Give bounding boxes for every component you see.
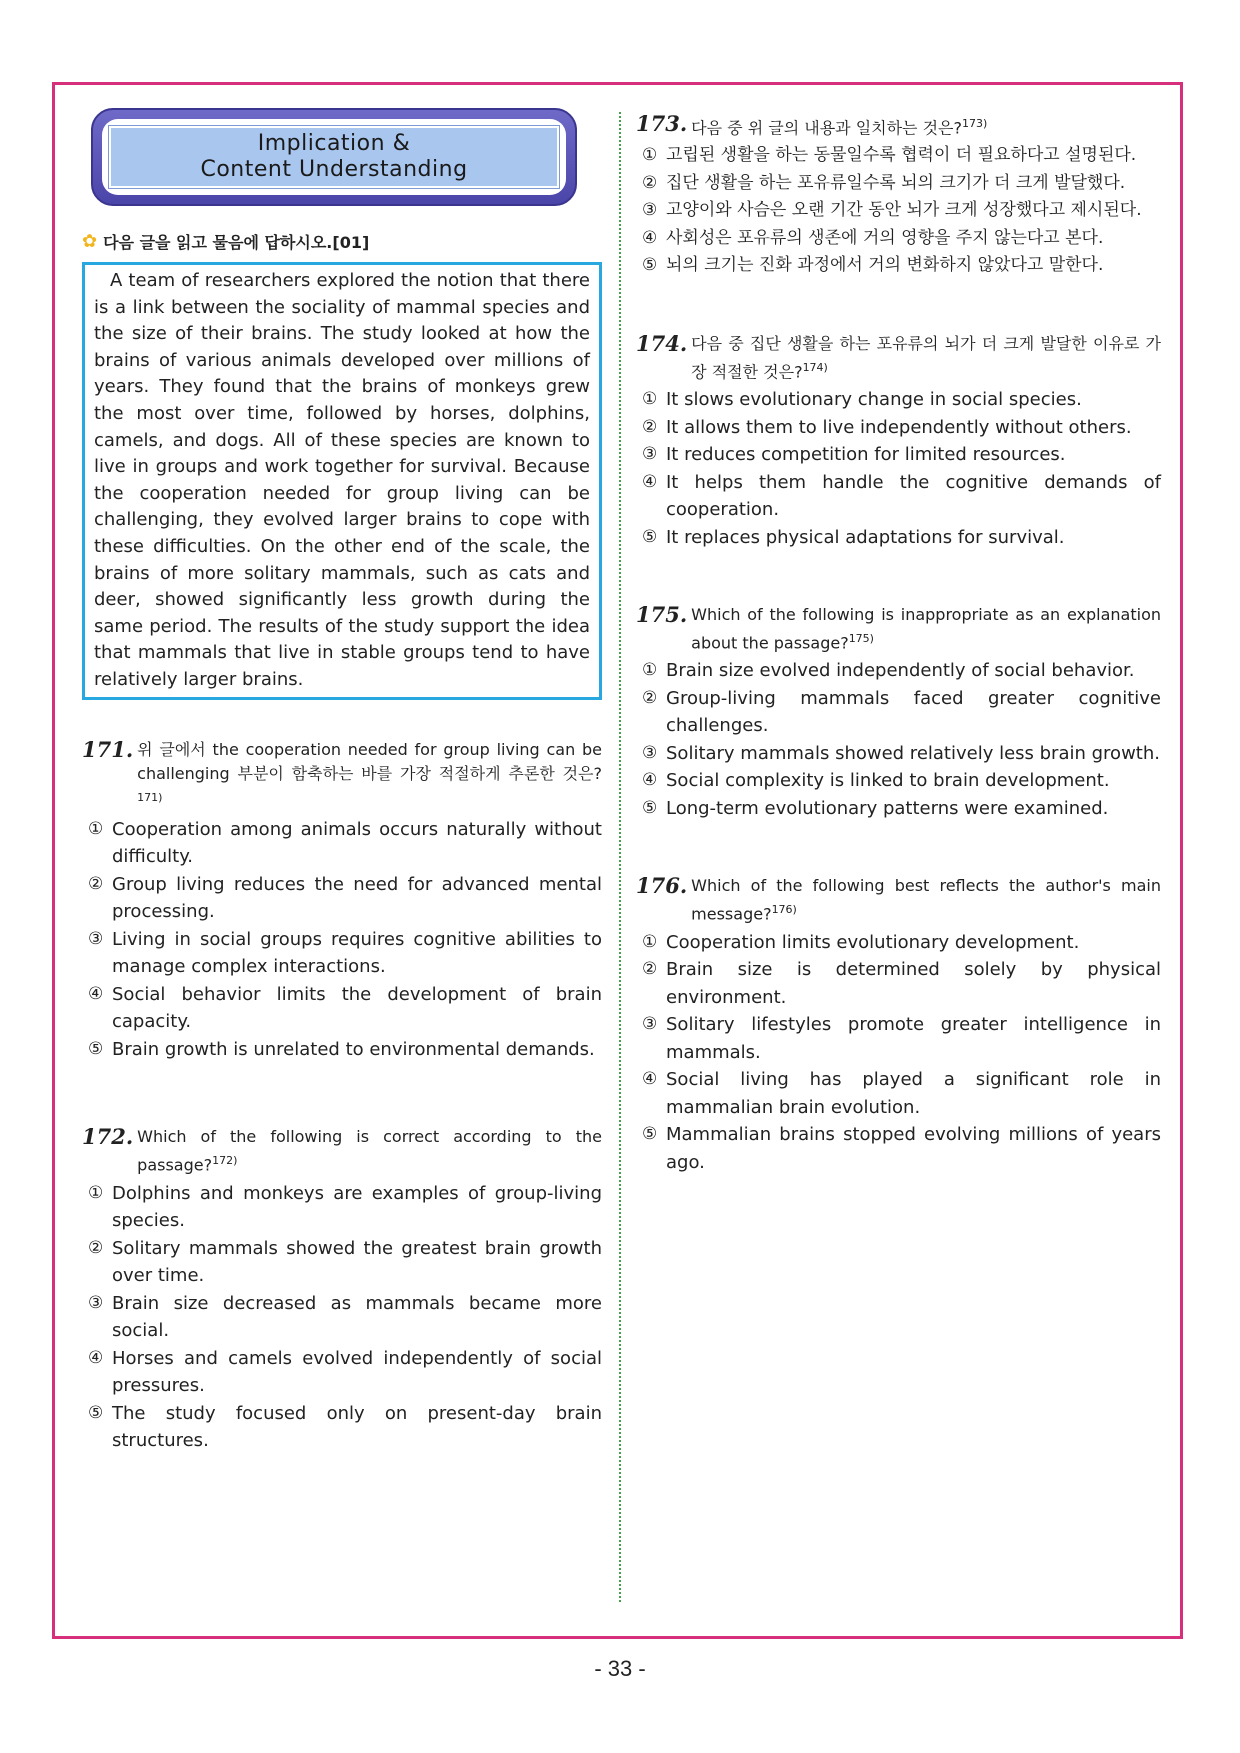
footnote-marker: 171) (137, 790, 163, 804)
question-prompt: 다음 중 집단 생활을 하는 포유류의 뇌가 더 크게 발달한 이유로 가장 적절한 것은? (691, 333, 1161, 382)
question-number: 171. (82, 736, 134, 762)
instruction-text: 다음 글을 읽고 물음에 답하시오.[01] (103, 232, 370, 252)
option: ① Brain size evolved independently of social behavior. (642, 660, 1135, 682)
option: ④ Social behavior limits the development of brain capacity. (88, 983, 602, 1033)
option: ⑤ Long-term evolutionary patterns were examined. (642, 797, 1109, 819)
question-number: 176. (636, 873, 688, 899)
option: ⑤ The study focused only on present-day brain structures. (88, 1402, 602, 1452)
option: ① Cooperation limits evolutionary development. (642, 931, 1080, 953)
question-number: 175. (636, 602, 688, 628)
section-title-badge (91, 108, 577, 206)
option: ③ It reduces competition for limited resources. (642, 444, 1066, 466)
question-172 (82, 1125, 602, 1454)
option: ④ It helps them handle the cognitive demands of cooperation. (642, 471, 1161, 521)
left-column (82, 108, 602, 1455)
footnote-marker: 173) (962, 117, 988, 130)
option: ③ Solitary lifestyles promote greater intelligence in mammals. (642, 1014, 1161, 1063)
option: ③ 고양이와 사슴은 오랜 기간 동안 뇌가 크게 성장했다고 제시된다. (642, 200, 1142, 221)
option: ④ Horses and camels evolved independently of social pressures. (88, 1347, 602, 1397)
option: ① It slows evolutionary change in social species. (642, 389, 1082, 411)
option: ② Brain size is determined solely by physical environment. (642, 959, 1161, 1008)
question-prompt: Which of the following is correct according to the passage? (137, 1127, 602, 1175)
option: ④ 사회성은 포유류의 생존에 거의 영향을 주지 않는다고 본다. (642, 227, 1104, 248)
question-176 (636, 874, 1161, 1176)
question-174 (636, 332, 1161, 551)
section-title-line1: Implication & (257, 131, 411, 156)
footnote-marker: 175) (848, 632, 874, 646)
question-prompt: Which of the following is inappropriate as an explanation about the passage? (691, 605, 1161, 653)
option: ① Dolphins and monkeys are examples of group-living species. (88, 1182, 602, 1232)
footnote-marker: 172) (212, 1154, 238, 1168)
option: ④ Social living has played a significant role in mammalian brain evolution. (642, 1069, 1161, 1118)
option: ① Cooperation among animals occurs naturally without difficulty. (88, 818, 602, 868)
option: ⑤ 뇌의 크기는 진화 과정에서 거의 변화하지 않았다고 말한다. (642, 255, 1104, 276)
footnote-marker: 176) (771, 903, 797, 917)
question-173 (636, 112, 1161, 280)
passage-text: A team of researchers explored the notion that there is a link between the sociality of mammal species and the size of their brains. The study looked at how the brains of various animals developed over millions of years. They found that the brains of monkeys grew the most over time, followed by horses, dolphins, camels, and dogs. All of these species are known to live in groups and work together for survival. Because the cooperation needed for group living can be challenging, they evolved larger brains to cope with these difficulties. On the other end of the scale, the brains of more solitary mammals, such as cats and deer, showed significantly less growth during the same period. The results of the study support the idea that mammals that live in stable groups tend to have relatively larger brains. (94, 270, 590, 690)
question-171 (82, 738, 602, 1064)
option: ⑤ Mammalian brains stopped evolving millions of years ago. (642, 1124, 1161, 1173)
option: ② Group-living mammals faced greater cognitive challenges. (642, 687, 1161, 737)
reading-passage (82, 262, 602, 700)
question-175 (636, 603, 1161, 822)
question-number: 174. (636, 330, 688, 356)
option: ④ Social complexity is linked to brain development. (642, 770, 1110, 792)
right-column (636, 112, 1161, 1176)
question-prompt: Which of the following best reflects the author's main message? (691, 876, 1161, 924)
option: ③ Brain size decreased as mammals became more social. (88, 1292, 602, 1342)
question-prompt: 위 글에서 the cooperation needed for group living can be challenging 부분이 함축하는 바를 가장 적절하게 추론한 것은? (137, 739, 602, 783)
option: ⑤ Brain growth is unrelated to environmental demands. (88, 1038, 595, 1060)
option: ⑤ It replaces physical adaptations for survival. (642, 526, 1065, 548)
page-number: - 33 - (594, 1656, 646, 1681)
option: ① 고립된 생활을 하는 동물일수록 협력이 더 필요하다고 설명된다. (642, 145, 1137, 166)
option: ③ Living in social groups requires cognitive abilities to manage complex interactions. (88, 928, 602, 978)
option: ② Group living reduces the need for advanced mental processing. (88, 873, 602, 923)
flower-icon: ✿ (82, 230, 98, 252)
option: ② It allows them to live independently without others. (642, 416, 1132, 438)
question-prompt: 다음 중 위 글의 내용과 일치하는 것은? (691, 118, 963, 138)
section-title-line2: Content Understanding (200, 157, 468, 182)
question-number: 173. (636, 111, 688, 136)
option: ② 집단 생활을 하는 포유류일수록 뇌의 크기가 더 크게 발달했다. (642, 172, 1126, 193)
option: ② Solitary mammals showed the greatest brain growth over time. (88, 1237, 602, 1287)
column-divider (619, 112, 621, 1602)
instruction (82, 230, 602, 252)
question-number: 172. (82, 1124, 134, 1150)
option: ③ Solitary mammals showed relatively less brain growth. (642, 742, 1160, 764)
footnote-marker: 174) (802, 360, 828, 374)
